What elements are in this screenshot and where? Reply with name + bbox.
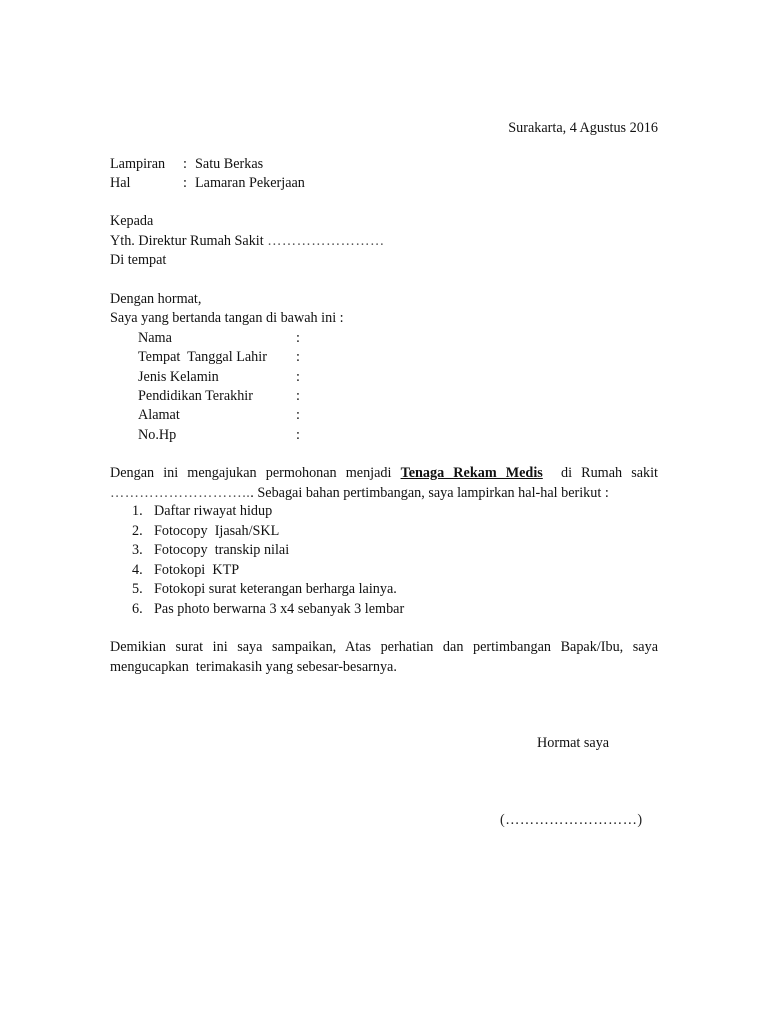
list-item xyxy=(132,502,404,522)
di-tempat: Di tempat xyxy=(110,252,167,268)
list-text: Pas photo berwarna 3 x4 sebanyak 3 lembar xyxy=(154,600,405,617)
field-row-nama xyxy=(138,329,300,348)
field-colon: : xyxy=(296,388,300,404)
list-number: 6. xyxy=(132,600,143,617)
recipient-line xyxy=(110,232,385,251)
list-number: 5. xyxy=(132,581,143,597)
list-text: Daftar riwayat hidup xyxy=(154,503,273,519)
regards: Hormat saya xyxy=(537,735,610,751)
hal-label: Hal xyxy=(110,175,131,191)
field-colon: : xyxy=(296,427,300,443)
place-date: Surakarta, 4 Agustus 2016 xyxy=(508,120,658,136)
field-row-ttl xyxy=(138,348,300,367)
list-item xyxy=(132,600,404,620)
field-row-jenis-kelamin xyxy=(138,368,300,387)
signature-line: (………………………) xyxy=(500,812,643,828)
field-label: Jenis Kelamin xyxy=(138,369,219,385)
field-colon: : xyxy=(296,407,300,423)
list-item xyxy=(132,561,404,581)
body-emphasis: Tenaga Rekam Medis xyxy=(400,465,543,481)
field-label: No.Hp xyxy=(138,427,177,443)
hal-row xyxy=(110,174,305,193)
kepada: Kepada xyxy=(110,213,154,229)
closing-paragraph: Demikian surat ini saya sampaikan, Atas perhatian dan pertimbangan Bapak/Ibu, saya mengucapkan terimakasih yang sebesar-besarnya. xyxy=(110,639,662,675)
field-colon: : xyxy=(296,349,300,365)
field-row-nohp xyxy=(138,426,300,445)
field-colon: : xyxy=(296,330,300,346)
field-row-alamat xyxy=(138,406,300,425)
list-number: 2. xyxy=(132,522,143,539)
list-text: Fotocopy Ijasah/SKL xyxy=(154,522,280,539)
body-dots: ……………………….. xyxy=(110,484,251,501)
field-label: Tempat Tanggal Lahir xyxy=(138,349,267,365)
recipient: Yth. Direktur Rumah Sakit xyxy=(110,233,264,249)
list-number: 1. xyxy=(132,503,143,519)
intro-line: Saya yang bertanda tangan di bawah ini : xyxy=(110,310,344,326)
field-colon: : xyxy=(296,369,300,385)
field-label: Nama xyxy=(138,330,172,346)
list-text: Fotokopi surat keterangan berharga lainya. xyxy=(154,581,397,597)
salutation: Dengan hormat, xyxy=(110,291,202,307)
hal-colon: : xyxy=(183,175,187,191)
body-part1: Dengan ini mengajukan permohonan menjadi xyxy=(110,465,392,481)
field-row-pendidikan xyxy=(138,387,300,406)
body-part2: di Rumah sakit xyxy=(560,465,658,481)
list-item xyxy=(132,522,404,542)
hal-value: Lamaran Pekerjaan xyxy=(195,175,305,191)
lampiran-label: Lampiran xyxy=(110,156,166,172)
list-item xyxy=(132,541,404,561)
list-number: 4. xyxy=(132,561,143,578)
list-text: Fotokopi KTP xyxy=(154,561,240,578)
list-item xyxy=(132,580,404,600)
body-part3: . Sebagai bahan pertimbangan, saya lampirkan hal-hal berikut : xyxy=(250,484,609,501)
recipient-dots: …………………… xyxy=(267,233,385,249)
list-number: 3. xyxy=(132,542,143,558)
field-label: Pendidikan Terakhir xyxy=(138,388,253,404)
lampiran-value: Satu Berkas xyxy=(195,156,264,172)
body-paragraph xyxy=(110,464,658,503)
lampiran-row xyxy=(110,155,263,174)
list-text: Fotocopy transkip nilai xyxy=(154,542,290,558)
field-label: Alamat xyxy=(138,407,180,423)
attachment-list xyxy=(132,502,404,619)
lampiran-colon: : xyxy=(183,156,187,172)
